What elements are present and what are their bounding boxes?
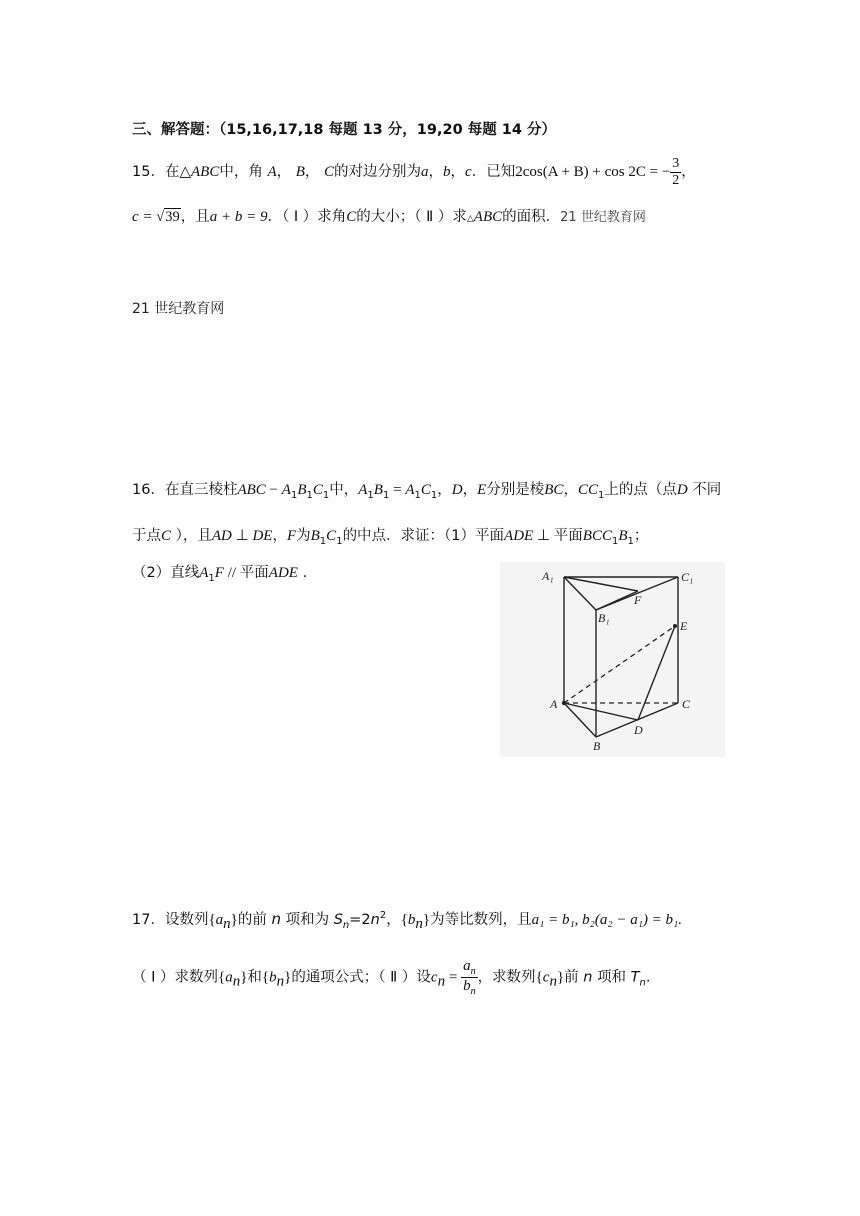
q16-line1: 16．在直三棱柱ABC − $A_1B_1C_1$中，$A_1B_1 = A_1C_1$，D，E分别是棱BC，$CC_1$上的点（点D 不同 (132, 482, 722, 501)
label-b: B (593, 739, 601, 753)
q17-fraction: $\frac{a_n}{b_n}$ (463, 958, 476, 997)
q16-line3: （2）直线$A_1F$ // 平面ADE . (132, 565, 308, 584)
q15-equation: 2cos(A + B) + cos 2C = − (515, 164, 671, 180)
q15-number: 15 (132, 164, 151, 180)
label-f: F (634, 593, 642, 607)
q15-sqrt: √39 (156, 209, 180, 225)
section-heading: 三、解答题：（15,16,17,18 每题 13 分，19,20 每题 14 分） (132, 122, 556, 138)
label-b1: B₁ (598, 611, 610, 625)
q15-fraction: $\frac{3}{2}$ (672, 156, 680, 188)
q16-line2: 于点C ），且AD ⊥ DE，F为$B_1C_1$的中点．求证：（1）平面ADE ⊥ 平面$BCC_1B_1$； (132, 528, 649, 547)
q17-condition: a₁ = b₁, b₂(a₂ − a₁) = b₁. (531, 912, 683, 928)
watermark: 21 世纪教育网 (560, 210, 646, 225)
edge-ab (564, 703, 596, 737)
segment-ae-hidden (564, 626, 675, 703)
prism-figure (500, 562, 725, 757)
watermark-line: 21 世纪教育网 (132, 301, 225, 317)
label-e: E (680, 619, 688, 633)
q17-line2: （ Ⅰ ）求数列$\{a_n\}$和$\{b_n\}$的通项公式；（ Ⅱ ）设$c_n$ = $\frac{a_n}{b_n}$ ，求数列$\{c_n\}$前 n 项和 $T_n$. (132, 958, 651, 997)
segment-ad (564, 703, 638, 720)
q15-line2: c = √39，且a + b = 9．（ Ⅰ ）求角C的大小；（ Ⅱ ）求△ABC的面积．21 世纪教育网 (132, 209, 646, 225)
segment-b1f (596, 591, 638, 610)
label-c: C (682, 697, 691, 711)
label-c1: C₁ (681, 570, 694, 584)
label-a1: A₁ (542, 569, 554, 583)
q15-line1: 15．在△ABC中，角 A， B， C的对边分别为a，b，c．已知2cos(A + B) + cos 2C = − $\frac{3}{2}$ ， (132, 156, 696, 188)
label-d: D (634, 723, 643, 737)
q17-line1: 17．设数列$\{a_n\}$的前 n 项和为 $S_n=2n^2$，$\{b_n\}$为等比数列，且a₁ = b₁, b₂(a₂ − a₁) = b₁. (132, 910, 683, 932)
q16-number: 16 (132, 482, 151, 498)
q17-number: 17 (132, 912, 151, 928)
label-a: A (550, 697, 558, 711)
